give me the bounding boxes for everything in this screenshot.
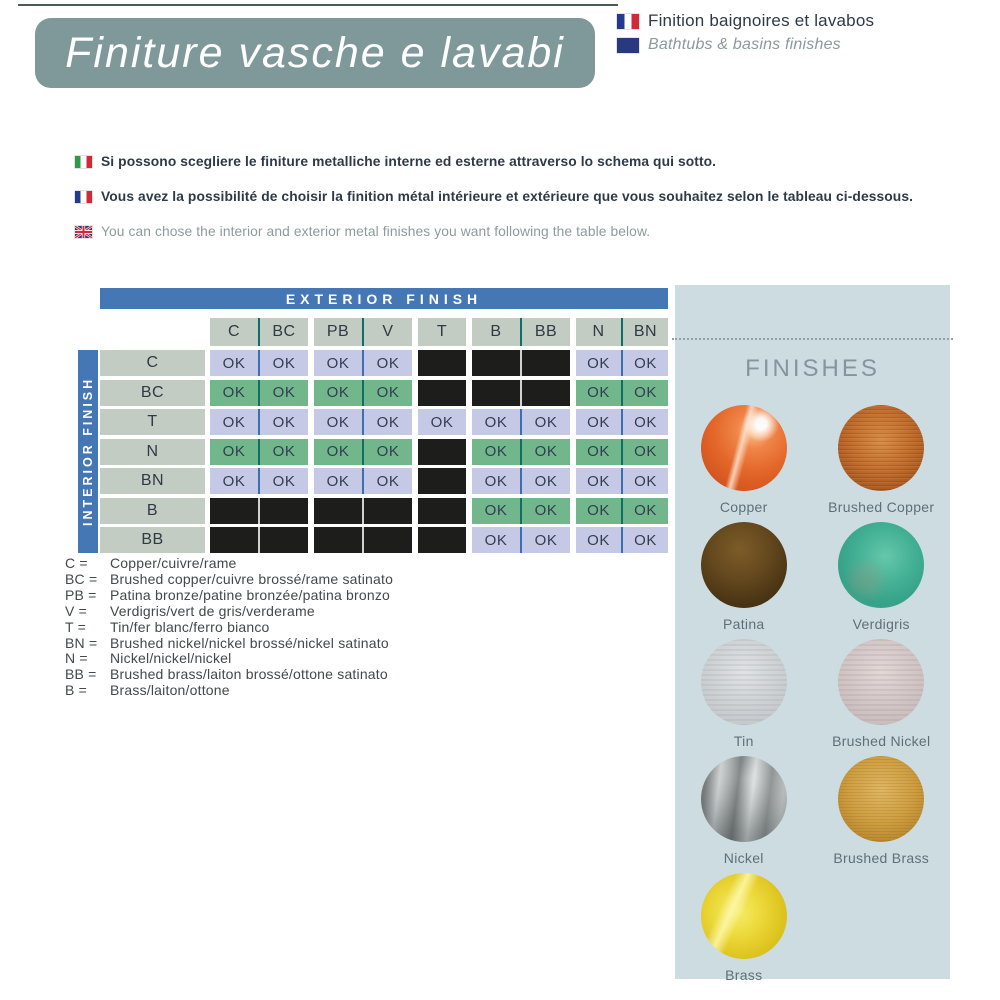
intro-text-it: Si possono scegliere le finiture metalliche interne ed esterne attraverso lo schema qui sotto. — [101, 154, 717, 169]
cell-ok: OK — [472, 498, 520, 524]
legend-value: Verdigris/vert de gris/verderame — [110, 602, 315, 619]
cell-ok: OK — [576, 350, 621, 376]
cell-ok: OK — [522, 409, 570, 435]
cell-ok: OK — [314, 439, 362, 465]
cell-ok: OK — [522, 527, 570, 553]
column-group — [472, 318, 570, 346]
dotted-divider — [672, 338, 953, 340]
cell-ok: OK — [210, 409, 258, 435]
subtitle-english — [617, 36, 874, 54]
cell-ok: OK — [314, 468, 362, 494]
legend-key: N = — [65, 650, 88, 667]
intro-line-en — [75, 224, 955, 239]
cell-ok: OK — [364, 409, 412, 435]
top-rule — [18, 4, 618, 6]
swatch-label: Nickel — [723, 850, 764, 866]
cell-ok: OK — [576, 498, 621, 524]
column-header-C: C — [210, 318, 258, 346]
row-header-BC: BC — [100, 380, 205, 406]
cell-ok: OK — [314, 380, 362, 406]
table-row — [100, 350, 668, 376]
cell-unavailable — [260, 527, 308, 553]
subtitle-french — [617, 11, 874, 31]
legend-value: Brushed nickel/nickel brossé/nickel satinato — [110, 634, 389, 651]
cell-group — [418, 498, 466, 524]
cell-group — [210, 409, 308, 435]
en-flag-icon — [75, 226, 92, 238]
cell-group — [418, 439, 466, 465]
swatch-label: Patina — [723, 616, 765, 632]
exterior-finish-header: EXTERIOR FINISH — [100, 288, 668, 309]
swatch-item — [833, 756, 929, 868]
cell-ok: OK — [210, 380, 258, 406]
cell-group — [472, 439, 570, 465]
table-row — [100, 498, 668, 524]
legend-value: Tin/fer blanc/ferro bianco — [110, 618, 270, 635]
cell-group — [472, 409, 570, 435]
cell-ok: OK — [623, 468, 668, 494]
brushed-nickel-swatch — [838, 639, 924, 725]
cell-ok: OK — [364, 439, 412, 465]
interior-finish-header: INTERIOR FINISH — [78, 350, 98, 553]
cell-ok: OK — [418, 409, 466, 435]
uk-flag-icon — [617, 38, 639, 53]
legend-value: Nickel/nickel/nickel — [110, 650, 232, 667]
cell-group — [314, 350, 412, 376]
legend-key: PB = — [65, 586, 97, 603]
cell-group — [210, 498, 308, 524]
cell-unavailable — [314, 527, 362, 553]
swatch-label: Copper — [719, 499, 768, 515]
cell-unavailable — [472, 350, 520, 376]
cell-group — [210, 439, 308, 465]
column-header-N: N — [576, 318, 621, 346]
legend-value: Brushed brass/laiton brossé/ottone satinato — [110, 666, 388, 683]
cell-ok: OK — [576, 439, 621, 465]
cell-unavailable — [418, 380, 466, 406]
legend-value: Brass/laiton/ottone — [110, 682, 230, 699]
brushed-brass-swatch — [838, 756, 924, 842]
fr-flag-icon — [75, 191, 92, 203]
cell-group — [314, 498, 412, 524]
table-row — [100, 409, 668, 435]
cell-group — [576, 380, 668, 406]
title-translations — [617, 11, 874, 54]
subtitle-english-text: Bathtubs & basins finishes — [648, 36, 841, 53]
cell-ok: OK — [260, 350, 308, 376]
cell-ok: OK — [260, 439, 308, 465]
cell-unavailable — [418, 350, 466, 376]
cell-group — [418, 527, 466, 553]
cell-ok: OK — [364, 350, 412, 376]
cell-ok: OK — [210, 468, 258, 494]
cell-group — [472, 468, 570, 494]
legend-key: V = — [65, 602, 88, 619]
cell-ok: OK — [472, 439, 520, 465]
cell-ok: OK — [472, 468, 520, 494]
cell-group — [418, 380, 466, 406]
cell-ok: OK — [472, 527, 520, 553]
swatch-item — [832, 639, 930, 751]
cell-ok: OK — [522, 439, 570, 465]
legend-line — [65, 588, 393, 604]
cell-unavailable — [418, 468, 466, 494]
verdigris-swatch — [838, 522, 924, 608]
finish-swatches — [675, 405, 950, 985]
legend-value: Patina bronze/patine bronzée/patina bronzo — [110, 586, 391, 603]
swatch-item — [838, 522, 924, 634]
column-group — [576, 318, 668, 346]
column-header-BN: BN — [623, 318, 668, 346]
cell-ok: OK — [364, 468, 412, 494]
legend-key: BN = — [65, 634, 98, 651]
finishes-panel-title: FINISHES — [745, 355, 880, 382]
cell-group — [418, 350, 466, 376]
legend-line — [65, 683, 393, 699]
cell-ok: OK — [314, 350, 362, 376]
matrix-header-row — [100, 318, 668, 346]
legend-value: Brushed copper/cuivre brossé/rame satinato — [110, 570, 394, 587]
finishes-panel — [675, 285, 950, 983]
legend-line — [65, 620, 393, 636]
cell-ok: OK — [522, 498, 570, 524]
cell-unavailable — [418, 498, 466, 524]
matrix-corner-spacer — [100, 318, 205, 346]
cell-ok: OK — [210, 350, 258, 376]
table-row — [100, 468, 668, 494]
tin-swatch — [701, 639, 787, 725]
cell-group — [314, 409, 412, 435]
patina-swatch — [701, 522, 787, 608]
swatch-label: Brushed Brass — [833, 850, 930, 866]
cell-unavailable — [364, 498, 412, 524]
table-row — [100, 439, 668, 465]
cell-group — [314, 439, 412, 465]
swatch-item — [701, 756, 787, 868]
legend-line — [65, 572, 393, 588]
cell-unavailable — [418, 527, 466, 553]
legend-key: B = — [65, 682, 88, 699]
row-header-BB: BB — [100, 527, 205, 553]
swatch-item — [701, 873, 787, 985]
cell-unavailable — [522, 350, 570, 376]
swatch-label: Verdigris — [852, 616, 910, 632]
cell-group — [472, 350, 570, 376]
cell-ok: OK — [623, 439, 668, 465]
cell-ok: OK — [623, 409, 668, 435]
cell-group — [210, 380, 308, 406]
column-header-V: V — [364, 318, 412, 346]
legend-line — [65, 556, 393, 572]
cell-ok: OK — [522, 468, 570, 494]
column-header-BC: BC — [260, 318, 308, 346]
legend-line — [65, 667, 393, 683]
cell-group — [210, 468, 308, 494]
cell-unavailable — [472, 380, 520, 406]
column-group — [210, 318, 308, 346]
cell-ok: OK — [260, 380, 308, 406]
legend-line — [65, 651, 393, 667]
cell-ok: OK — [623, 498, 668, 524]
cell-ok: OK — [260, 409, 308, 435]
cell-ok: OK — [623, 350, 668, 376]
cell-unavailable — [314, 498, 362, 524]
cell-ok: OK — [576, 380, 621, 406]
cell-ok: OK — [364, 380, 412, 406]
row-header-C: C — [100, 350, 205, 376]
table-row — [100, 527, 668, 553]
cell-group — [472, 527, 570, 553]
cell-group — [576, 439, 668, 465]
legend-line — [65, 604, 393, 620]
swatch-item — [701, 522, 787, 634]
copper-swatch — [701, 405, 787, 491]
cell-ok: OK — [623, 527, 668, 553]
column-header-T: T — [418, 318, 466, 346]
subtitle-french-text: Finition baignoires et lavabos — [648, 11, 875, 30]
swatch-label: Brushed Copper — [828, 499, 935, 515]
legend-value: Copper/cuivre/rame — [110, 555, 237, 571]
cell-group — [576, 527, 668, 553]
row-header-B: B — [100, 498, 205, 524]
column-header-B: B — [472, 318, 520, 346]
cell-group — [576, 350, 668, 376]
cell-group — [472, 380, 570, 406]
table-row — [100, 380, 668, 406]
cell-group — [314, 468, 412, 494]
cell-ok: OK — [576, 409, 621, 435]
intro-paragraphs — [75, 154, 955, 239]
cell-group — [576, 409, 668, 435]
row-header-T: T — [100, 409, 205, 435]
legend-line — [65, 636, 393, 652]
row-header-BN: BN — [100, 468, 205, 494]
legend-key: BB = — [65, 666, 97, 683]
cell-ok: OK — [576, 527, 621, 553]
swatch-label: Brushed Nickel — [832, 733, 931, 749]
it-flag-icon — [75, 156, 92, 168]
cell-group — [418, 409, 466, 435]
legend-key: C = — [65, 555, 88, 571]
intro-line-fr — [75, 189, 955, 204]
abbreviation-legend — [65, 556, 393, 699]
cell-ok: OK — [314, 409, 362, 435]
page-title: Finiture vasche e lavabi — [65, 28, 565, 77]
france-flag-icon — [617, 14, 639, 29]
cell-group — [472, 498, 570, 524]
column-header-PB: PB — [314, 318, 362, 346]
column-group — [418, 318, 466, 346]
cell-ok: OK — [472, 409, 520, 435]
swatch-item — [828, 405, 934, 517]
cell-unavailable — [260, 498, 308, 524]
cell-ok: OK — [623, 380, 668, 406]
swatch-label: Brass — [725, 967, 763, 983]
intro-text-en: You can chose the interior and exterior metal finishes you want following the table below. — [101, 224, 651, 239]
legend-key: BC = — [65, 570, 98, 587]
row-header-N: N — [100, 439, 205, 465]
swatch-label: Tin — [733, 733, 754, 749]
brass-swatch — [701, 873, 787, 959]
cell-unavailable — [210, 527, 258, 553]
cell-group — [418, 468, 466, 494]
cell-unavailable — [522, 380, 570, 406]
swatch-item — [701, 639, 787, 751]
cell-unavailable — [364, 527, 412, 553]
nickel-swatch — [701, 756, 787, 842]
cell-unavailable — [210, 498, 258, 524]
intro-line-it — [75, 154, 955, 169]
cell-group — [210, 527, 308, 553]
cell-group — [210, 350, 308, 376]
swatch-item — [701, 405, 787, 517]
cell-ok: OK — [210, 439, 258, 465]
cell-group — [576, 498, 668, 524]
cell-unavailable — [418, 439, 466, 465]
column-header-BB: BB — [522, 318, 570, 346]
legend-key: T = — [65, 618, 86, 635]
cell-ok: OK — [576, 468, 621, 494]
cell-group — [314, 527, 412, 553]
cell-ok: OK — [260, 468, 308, 494]
page-title-badge — [35, 18, 595, 88]
brushed-copper-swatch — [838, 405, 924, 491]
cell-group — [576, 468, 668, 494]
cell-group — [314, 380, 412, 406]
column-group — [314, 318, 412, 346]
finish-matrix-table — [100, 318, 668, 557]
intro-text-fr: Vous avez la possibilité de choisir la finition métal intérieure et extérieure que vous souhaitez selon le tableau ci-dessous. — [101, 189, 914, 204]
